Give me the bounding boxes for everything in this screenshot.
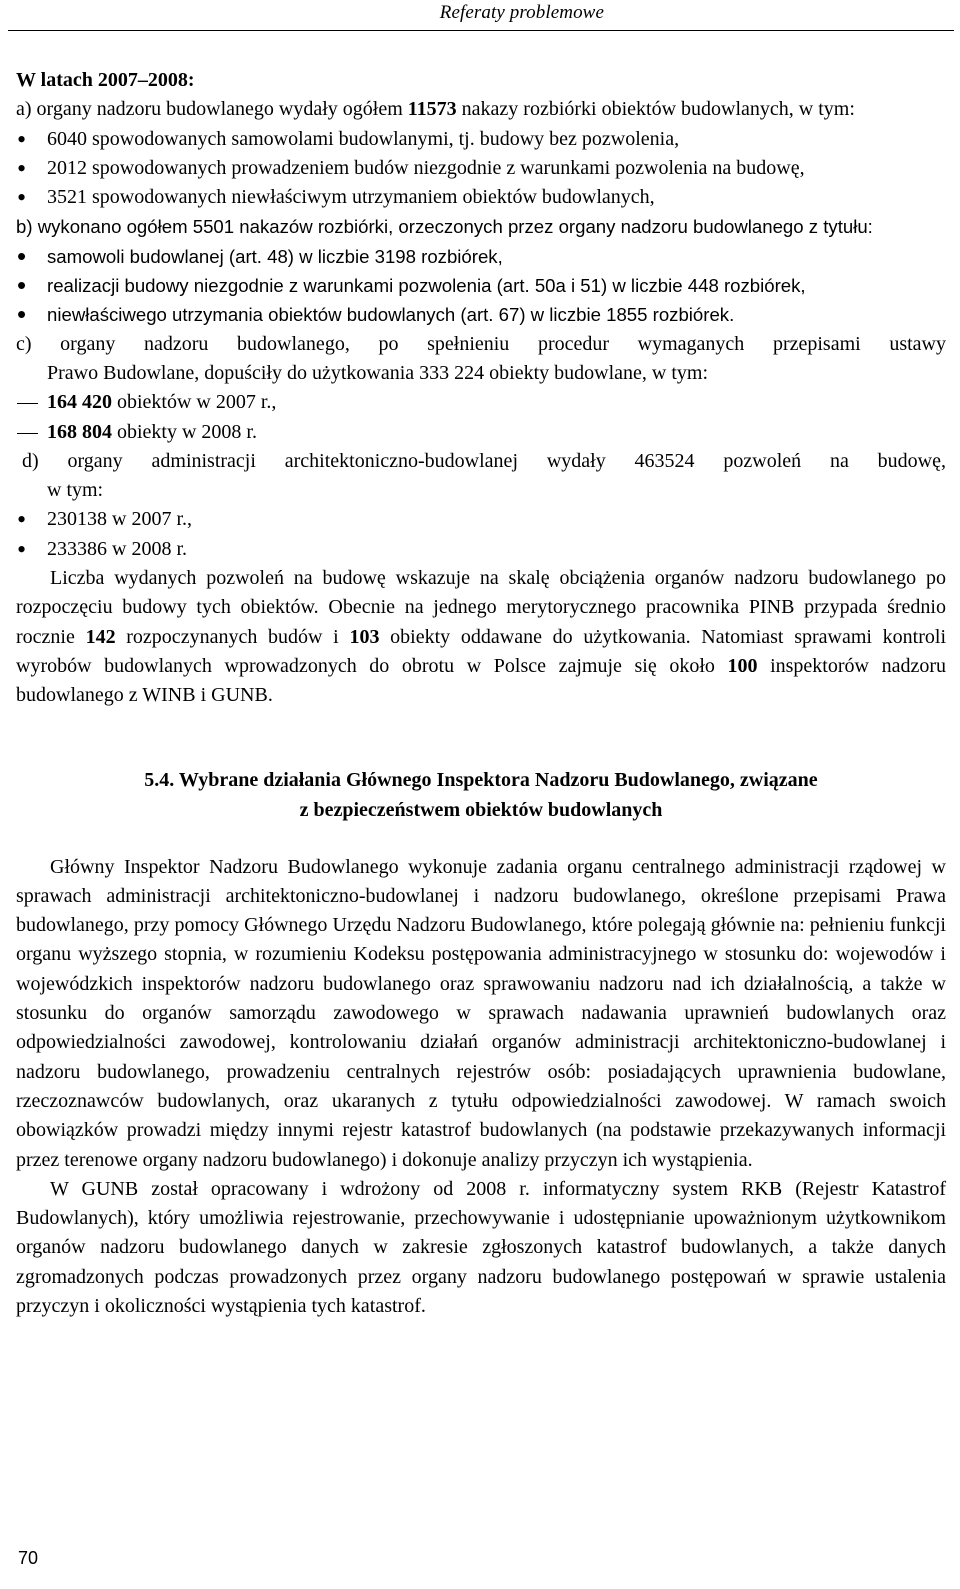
list-item-text: obiekty w 2008 r. <box>112 420 257 443</box>
list-item-value: 168 804 <box>47 420 112 443</box>
list-item: • 3521 spowodowanych niewłaściwym utrzymaniem obiektów budowlanych, <box>16 183 946 212</box>
header-rule <box>8 30 954 31</box>
list-item: • 2012 spowodowanych prowadzeniem budów niezgodnie z warunkami pozwolenia na budowę, <box>16 154 946 183</box>
item-a-text-1: a) organy nadzoru budowlanego wydały ogółem <box>16 98 408 121</box>
list-item: • samowoli budowlanej (art. 48) w liczbie 3198 rozbiórek, <box>16 242 946 271</box>
item-c-intro-line1: c) organy nadzoru budowlanego, po spełnieniu procedur wymaganych przepisami ustawy <box>16 332 946 355</box>
item-a-count: 11573 <box>407 98 457 121</box>
list-item: • realizacji budowy niezgodnie z warunkami pozwolenia (art. 50a i 51) w liczbie 448 rozbiórek, <box>16 271 946 300</box>
section-title-line2: z bezpieczeństwem obiektów budowlanych <box>299 798 663 821</box>
list-item-text: obiektów w 2007 r., <box>112 391 277 414</box>
item-b-intro: b) wykonano ogółem 5501 nakazów rozbiórki, orzeczonych przez organy nadzoru budowlanego z tytułu: <box>16 216 873 238</box>
list-item <box>16 388 946 417</box>
page-content <box>16 66 946 1321</box>
section-title <box>16 765 946 825</box>
summary-paragraph <box>16 564 946 710</box>
list-item: • 230138 w 2007 r., <box>16 505 946 534</box>
item-d-intro-line1: d) organy administracji architektoniczno-budowlanej wydały 463524 pozwoleń na budowę, <box>22 449 946 472</box>
list-item: • 233386 w 2008 r. <box>16 535 946 564</box>
summary-text-2: rozpoczynanych budów i <box>115 625 350 648</box>
summary-number-2: 103 <box>349 625 380 648</box>
summary-text-1: Liczba wydanych pozwoleń na budowę wskazuje na skalę obciążenia organów nadzoru budowlanego po rozpoczęciu budowy tych obiektów. Obecnie na jednego merytorycznego pracownika PINB przypada średnio rocznie <box>16 567 946 648</box>
item-d-intro-line2: w tym: <box>47 479 104 502</box>
summary-text-4: inspektorów nadzoru budowlanego z WINB i GUNB. <box>16 654 946 707</box>
list-item-value: 164 420 <box>47 391 112 414</box>
item-a-intro <box>16 95 946 124</box>
item-c-intro-line2: Prawo Budowlane, dopuściły do użytkowania 333 224 obiekty budowlane, w tym: <box>47 361 709 384</box>
section-title-line1: 5.4. Wybrane działania Głównego Inspektora Nadzoru Budowlanego, związane <box>144 768 818 791</box>
section-heading: W latach 2007–2008: <box>16 69 195 91</box>
body-paragraph-2: W GUNB został opracowany i wdrożony od 2008 r. informatyczny system RKB (Rejestr Katastrof Budowlanych), który umożliwia rejestrowanie, przechowywanie i udostępnianie upoważnionym użytkownikom organów nadzoru budowlanego danych w zakresie zgłoszonych katastrof budowlanych, a także danych zgromadzonych podczas prowadzonych przez organy nadzoru budowlanego postępowań w sprawie ustalenia przyczyn i okoliczności wystąpienia tych katastrof. <box>16 1177 946 1317</box>
page-number: 70 <box>18 1548 39 1568</box>
summary-text-3: obiekty oddawane do użytkowania. Natomiast sprawami kontroli wyrobów budowlanych wprowadzonych do obrotu w Polsce zajmuje się około <box>16 625 946 677</box>
summary-number-3: 100 <box>727 654 758 677</box>
list-item: • 6040 spowodowanych samowolami budowlanymi, tj. budowy bez pozwolenia, <box>16 125 946 154</box>
list-item <box>16 418 946 447</box>
running-header-title: Referaty problemowe <box>439 2 604 23</box>
page-header <box>0 0 960 36</box>
item-a-text-2: nakazy rozbiórki obiektów budowlanych, w tym: <box>456 98 855 121</box>
body-paragraph-1: Główny Inspektor Nadzoru Budowlanego wykonuje zadania organu centralnego administracji rządowej w sprawach administracji architektoniczno-budowlanej i nadzoru budowlanego, określone przepisami Prawa budowlanego, przy pomocy Głównego Urzędu Nadzoru Budowlanego, które polegają głównie na: pełnieniu funkcji organu wyższego stopnia, w rozumieniu Kodeksu postępowania administracyjnego w stosunku do: wojewodów i wojewódzkich inspektorów nadzoru budowlanego oraz sprawowaniu nadzoru nad ich działalnością, a także w stosunku do organów samorządu zawodowego w sprawach nadawania uprawnień budowlanych oraz odpowiedzialności zawodowej, kontrolowaniu działań organów administracji architektoniczno-budowlanej i nadzoru budowlanego, prowadzeniu centralnych rejestrów osób: posiadających uprawnienia budowlane, rzeczoznawców budowlanych, oraz ukaranych z tytułu odpowiedzialności zawodowej. W ramach swoich obowiązków prowadzi między innymi rejestr katastrof budowlanych (na podstawie przekazywanych informacji przez terenowe organy nadzoru budowlanego) i dokonuje analizy przyczyn ich wystąpienia. <box>16 855 946 1171</box>
summary-number-1: 142 <box>85 625 116 648</box>
list-item: • niewłaściwego utrzymania obiektów budowlanych (art. 67) w liczbie 1855 rozbiórek. <box>16 300 946 329</box>
